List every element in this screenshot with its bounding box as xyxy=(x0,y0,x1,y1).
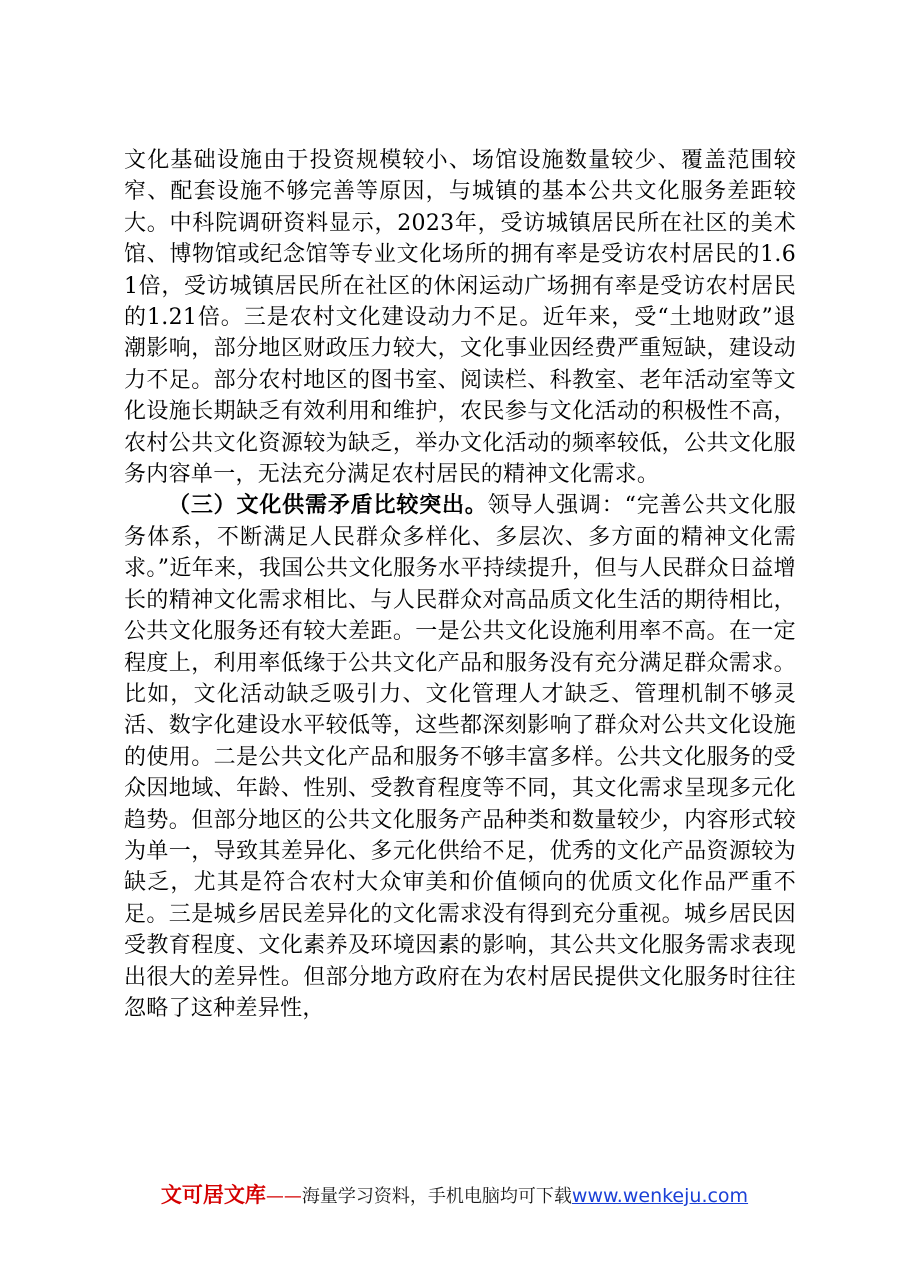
footer-dash: —— xyxy=(265,1186,302,1207)
section-heading-3: （三）文化供需矛盾比较突出。 xyxy=(168,492,488,519)
footer-slogan: 海量学习资料，手机电脑均可下载 xyxy=(301,1186,572,1207)
paragraph-2-body: 领导人强调：“完善公共文化服务体系，不断满足人民群众多样化、多层次、多方面的精神文化需求。”近年来，我国公共文化服务水平持续提升，但与人民群众日益增长的精神文化需求相比、与人民群众对高品质文化生活的期待相比，公共文化服务还有较大差距。一是公共文化设施利用率不高。在一定程度上，利用率低缘于公共文化产品和服务没有充分满足群众需求。比如，文化活动缺乏吸引力、文化管理人才缺乏、管理机制不够灵活、数字化建设水平较低等，这些都深刻影响了群众对公共文化设施的使用。二是公共文化产品和服务不够丰富多样。公共文化服务的受众因地域、年龄、性别、受教育程度等不同，其文化需求呈现多元化趋势。但部分地区的公共文化服务产品种类和数量较少，内容形式较为单一，导致其差异化、多元化供给不足，优秀的文化产品资源较为缺乏，尤其是符合农村大众审美和价值倾向的优质文化作品严重不足。三是城乡居民差异化的文化需求没有得到充分重视。城乡居民因受教育程度、文化素养及环境因素的影响，其公共文化服务需求表现出很大的差异性。但部分地方政府在为农村居民提供文化服务时往往忽略了这种差异性， xyxy=(124,493,796,1021)
paragraph-1: 文化基础设施由于投资规模较小、场馆设施数量较少、覆盖范围较窄、配套设施不够完善等原因，与城镇的基本公共文化服务差距较大。中科院调研资料显示，2023年，受访城镇居民所在社区的美术馆、博物馆或纪念馆等专业文化场所的拥有率是受访农村居民的1.61倍，受访城镇居民所在社区的休闲运动广场拥有率是受访农村居民的1.21倍。三是农村文化建设动力不足。近年来，受“土地财政”退潮影响，部分地区财政压力较大，文化事业因经费严重短缺，建设动力不足。部分农村地区的图书室、阅读栏、科教室、老年活动室等文化设施长期缺乏有效利用和维护，农民参与文化活动的积极性不高，农村公共文化资源较为缺乏，举办文化活动的频率较低，公共文化服务内容单一，无法充分满足农村居民的精神文化需求。 xyxy=(124,148,796,488)
paragraph-2 xyxy=(124,490,796,1024)
footer-website-link[interactable]: www.wenkeju.com xyxy=(571,1185,749,1207)
footer-banner xyxy=(0,1181,909,1211)
footer-brand: 文可居文库 xyxy=(160,1183,266,1207)
document-body xyxy=(124,145,796,1024)
